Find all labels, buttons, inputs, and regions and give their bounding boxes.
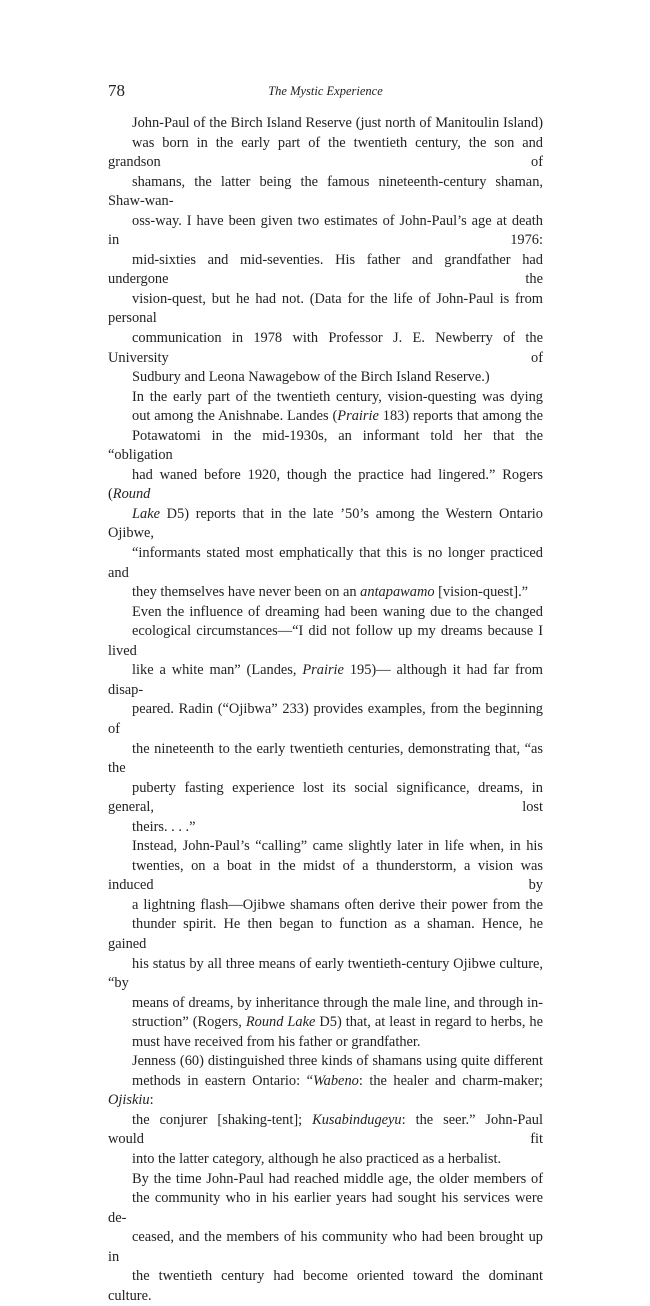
paragraph xyxy=(108,1052,543,1169)
text-line: out among the Anishnabe. Landes (Prairie 183) reports that among the xyxy=(132,408,543,425)
text-line: methods in eastern Ontario: “Wabeno: the healer and charm-maker; Ojiskiu: xyxy=(108,1072,543,1109)
text-line: a lightning flash—Ojibwe shamans often derive their power from the xyxy=(132,896,543,913)
paragraph xyxy=(108,388,543,603)
text-line: In the early part of the twentieth century, vision-questing was dying xyxy=(132,388,543,405)
text-line: By the time John-Paul had reached middle age, the older members of xyxy=(132,1170,543,1187)
text-line: like a white man” (Landes, Prairie 195)— although it had far from disap- xyxy=(108,662,543,698)
text-line: the nineteenth to the early twentieth centuries, demonstrating that, “as the xyxy=(108,740,543,777)
text-line: the conjurer [shaking-tent]; Kusabindugeyu: the seer.” John-Paul would fit xyxy=(108,1111,543,1148)
text-line: oss-way. I have been given two estimates of John-Paul’s age at death in 1976: xyxy=(108,212,543,249)
text-line: theirs. . . .” xyxy=(132,818,196,835)
text-line: vision-quest, but he had not. (Data for the life of John-Paul is from personal xyxy=(108,290,543,327)
text-line: must have received from his father or grandfather. xyxy=(132,1033,421,1050)
text-line: Lake D5) reports that in the late ’50’s among the Western Ontario Ojibwe, xyxy=(108,505,543,542)
text-line: the community who in his earlier years had sought his services were de- xyxy=(108,1190,543,1226)
text-line: Sudbury and Leona Nawagebow of the Birch Island Reserve.) xyxy=(132,369,490,386)
text-line: twenties, on a boat in the midst of a thunderstorm, a vision was induced by xyxy=(108,857,543,894)
text-line: into the latter category, although he also practiced as a herbalist. xyxy=(132,1150,502,1167)
running-head-title: The Mystic Experience xyxy=(268,84,383,98)
text-line: communication in 1978 with Professor J. E. Newberry of the University of xyxy=(108,330,543,366)
text-line: shamans, the latter being the famous nineteenth-century shaman, Shaw-wan- xyxy=(108,173,543,210)
text-line: they themselves have never been on an antapawamo [vision-quest].” xyxy=(132,584,529,601)
text-line: had waned before 1920, though the practice had lingered.” Rogers (Round xyxy=(108,466,543,503)
paragraph xyxy=(108,1170,543,1306)
text-line: ceased, and the members of his community who had been brought up in xyxy=(108,1229,543,1265)
text-line: Jenness (60) distinguished three kinds of shamans using quite different xyxy=(132,1053,543,1070)
page-number: 78 xyxy=(108,81,125,100)
text-line: struction” (Rogers, Round Lake D5) that, at least in regard to herbs, he xyxy=(132,1014,543,1031)
text-line: Even the influence of dreaming had been waning due to the changed xyxy=(132,603,543,620)
text-line: Potawatomi in the mid-1930s, an informant told her that the “obligation xyxy=(108,427,543,464)
text-line: means of dreams, by inheritance through the male line, and through in- xyxy=(132,994,543,1011)
text-line: the twentieth century had become oriented toward the dominant culture. xyxy=(108,1268,543,1304)
text-line: ecological circumstances—“I did not follow up my dreams because I lived xyxy=(108,623,543,659)
text-line: “informants stated most emphatically that this is no longer practiced and xyxy=(108,545,543,581)
paragraph xyxy=(108,603,543,838)
running-header xyxy=(108,81,543,103)
text-line: thunder spirit. He then began to function as a shaman. Hence, he gained xyxy=(108,916,543,952)
text-line: peared. Radin (“Ojibwa” 233) provides examples, from the beginning of xyxy=(108,701,543,737)
text-line: puberty fasting experience lost its social significance, dreams, in general, lost xyxy=(108,779,543,816)
text-line: Instead, John-Paul’s “calling” came slightly later in life when, in his xyxy=(132,838,543,855)
paragraph xyxy=(108,114,543,388)
paragraph xyxy=(108,837,543,1052)
text-line: was born in the early part of the twentieth century, the son and grandson of xyxy=(108,134,543,171)
body-text xyxy=(108,114,543,1306)
text-line: John-Paul of the Birch Island Reserve (just north of Manitoulin Island) xyxy=(132,115,543,131)
text-line: mid-sixties and mid-seventies. His father and grandfather had undergone the xyxy=(108,251,543,288)
text-line: his status by all three means of early twentieth-century Ojibwe culture, “by xyxy=(108,955,543,992)
